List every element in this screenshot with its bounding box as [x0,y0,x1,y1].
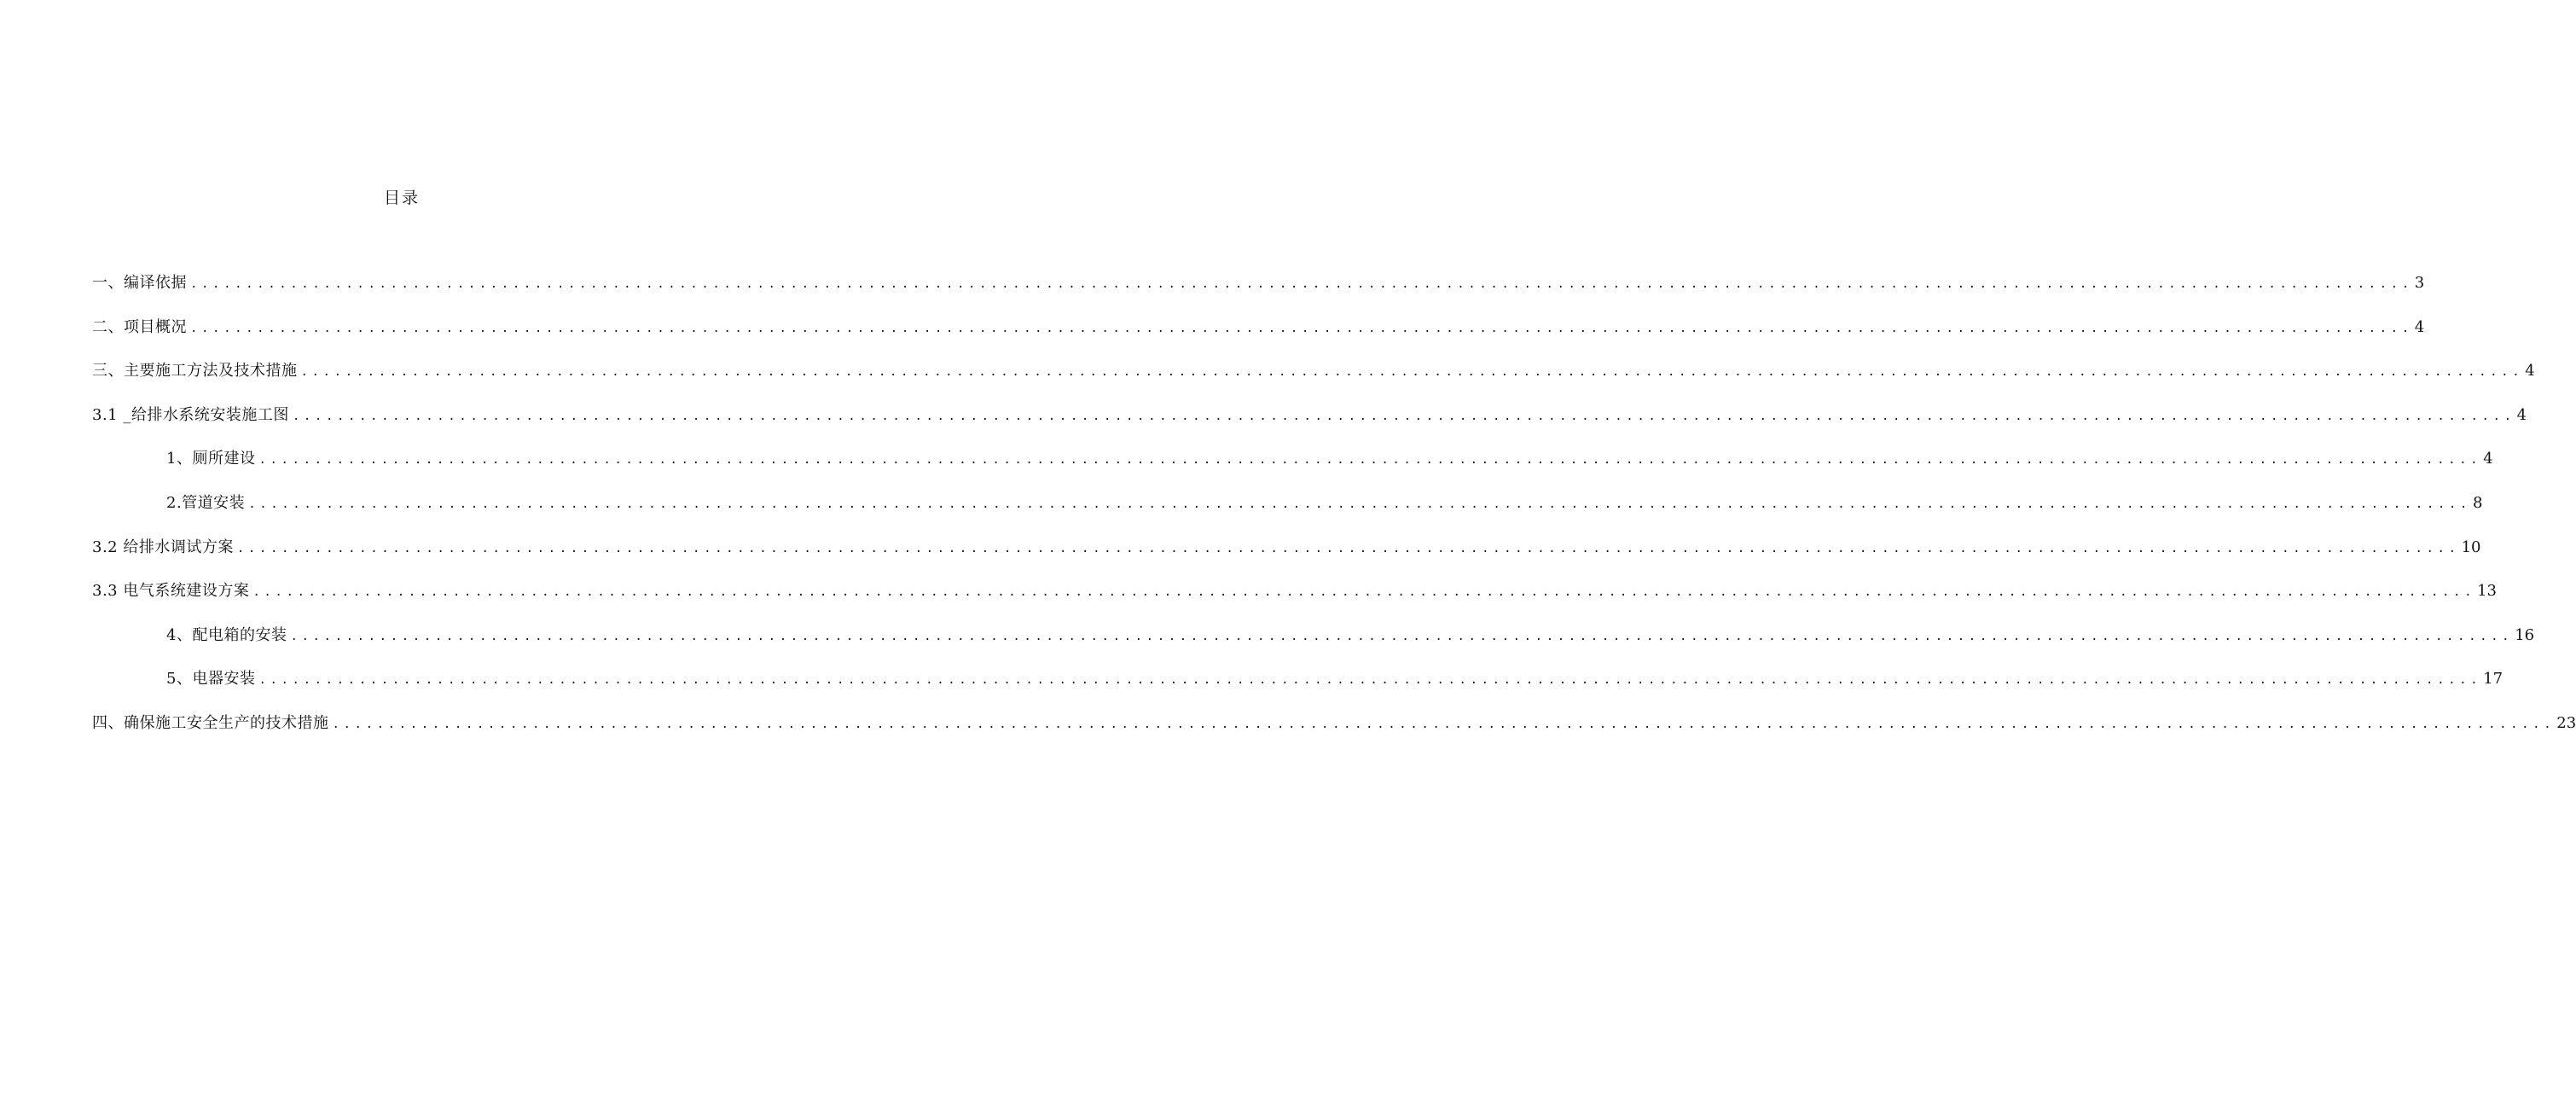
toc-entry-label: 3.2 给排水调试方案 [92,538,234,556]
toc-entry-1[interactable] [92,271,2425,316]
toc-entry-page-number: 10 [2461,538,2481,556]
toc-entry-3-3[interactable] [92,579,2498,624]
toc-entry-page-number: 23 [2556,713,2576,732]
toc-entry-3-3-4[interactable] [92,624,2535,668]
toc-entry-label: 5、电器安装 [166,670,256,689]
dot-leader: ........................................................................................................................................................................................................ [236,541,2460,555]
toc-entry-label: 二、项目概况 [92,317,187,336]
dot-leader: ........................................................................................................................................................................................................ [258,673,2482,688]
toc-entry-page-number: 4 [2414,317,2425,336]
toc-entry-page-number: 4 [2516,405,2527,424]
dot-leader: ........................................................................................................................................................................................................ [252,585,2476,600]
dot-leader: ........................................................................................................................................................................................................ [248,497,2471,511]
toc-entry-label: 3.1 _给排水系统安装施工图 [92,405,289,424]
dot-leader: ........................................................................................................................................................................................................ [332,717,2556,731]
toc-entry-3-3-5[interactable] [92,667,2503,712]
toc-entry-label: 一、编译依据 [92,274,187,292]
toc-entry-3-1-1[interactable] [92,447,2493,491]
toc-entry-4[interactable] [92,712,2576,756]
toc-entry-label: 2.管道安装 [166,493,246,512]
toc-entry-label: 四、确保施工安全生产的技术措施 [92,713,329,732]
dot-leader: ........................................................................................................................................................................................................ [190,277,2413,291]
dot-leader: ........................................................................................................................................................................................................ [300,365,2524,380]
toc-entry-page-number: 4 [2525,362,2535,381]
toc-entry-3[interactable] [92,359,2535,404]
dot-leader: ........................................................................................................................................................................................................ [258,453,2482,468]
toc-entry-page-number: 13 [2477,582,2498,601]
toc-entry-page-number: 4 [2483,450,2493,468]
toc-entry-page-number: 17 [2483,670,2503,689]
toc-entry-label: 1、厕所建设 [166,450,256,468]
toc-entry-3-1-2[interactable] [92,491,2483,536]
toc-entry-3-2[interactable] [92,536,2481,580]
toc-entry-page-number: 3 [2414,274,2425,292]
dot-leader: ........................................................................................................................................................................................................ [292,409,2515,423]
toc-entry-label: 三、主要施工方法及技术措施 [92,362,298,381]
dot-leader: ........................................................................................................................................................................................................ [190,321,2413,335]
toc-entry-page-number: 16 [2515,625,2535,644]
toc-title: 目录 [383,189,420,207]
toc-entry-3-1[interactable] [92,404,2527,448]
toc-entry-page-number: 8 [2472,493,2483,512]
table-of-contents [92,271,2576,756]
toc-entry-label: 3.3 电气系统建设方案 [92,582,250,601]
toc-entry-2[interactable] [92,316,2425,360]
toc-entry-label: 4、配电箱的安装 [166,625,287,644]
dot-leader: ........................................................................................................................................................................................................ [290,629,2514,643]
